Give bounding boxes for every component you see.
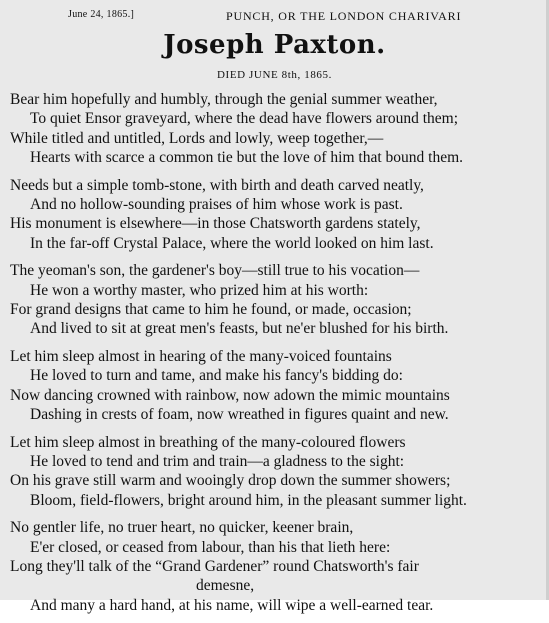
poem-line: Hearts with scarce a common tie but the love of him that bound them. [30,149,464,167]
poem-line: Bloom, field-flowers, bright around him, in the pleasant summer light. [30,491,467,509]
poem-line: His monument is elsewhere—in those Chatsworth gardens stately, [10,215,421,233]
poem-line: And no hollow-sounding praises of him whose work is past. [30,196,403,214]
poem-line: And lived to sit at great men's feasts, but ne'er blushed for his birth. [30,320,449,338]
stanza [10,433,544,511]
poem-line: Long they'll talk of the “Grand Gardener” round Chatsworth's fair [10,557,419,575]
poem-body [10,90,544,623]
issue-date: June 24, 1865.] [68,9,135,20]
poem-line: And many a hard hand, at his name, will wipe a well-earned tear. [30,596,434,614]
running-header [0,9,549,25]
poem-line: The yeoman's son, the gardener's boy—still true to his vocation— [10,262,420,280]
poem-line: Now dancing crowned with rainbow, now adown the mimic mountains [10,386,450,404]
poem-line: While titled and untitled, Lords and lowly, weep together,— [10,129,384,147]
poem-line: He loved to turn and tame, and make his fancy's bidding do: [30,367,403,385]
poem-line: In the far-off Crystal Palace, where the world looked on him last. [30,234,434,252]
poem-line: Let him sleep almost in hearing of the many-voiced fountains [10,347,392,365]
stanza [10,518,544,615]
poem-line: demesne, [196,577,255,595]
poem-line: Needs but a simple tomb-stone, with birth and death carved neatly, [10,176,424,194]
poem-line: For grand designs that came to him he found, or made, occasion; [10,301,412,319]
stanza [10,90,544,168]
poem-line: To quiet Ensor graveyard, where the dead have flowers around them; [30,110,459,128]
poem-line: Dashing in crests of foam, now wreathed in figures quaint and new. [30,406,449,424]
stanza [10,261,544,339]
stanza [10,176,544,254]
poem-line: He loved to tend and trim and train—a gladness to the sight: [30,452,405,470]
publication-name: PUNCH, OR THE LONDON CHARIVARI [226,9,462,23]
poem-line: On his grave still warm and wooingly drop down the summer showers; [10,472,451,490]
poem-line: Bear him hopefully and humbly, through the genial summer weather, [10,91,438,108]
poem-line: No gentler life, no truer heart, no quicker, keener brain, [10,519,354,537]
poem-line: Let him sleep almost in breathing of the many-coloured flowers [10,433,406,451]
poem-line: He won a worthy master, who prized him at his worth: [30,281,369,299]
poem-title: Joseph Paxton. [163,30,386,60]
poem-subtitle: DIED JUNE 8th, 1865. [217,69,332,81]
stanza [10,347,544,425]
poem-line: E'er closed, or ceased from labour, than his that lieth here: [30,538,391,556]
